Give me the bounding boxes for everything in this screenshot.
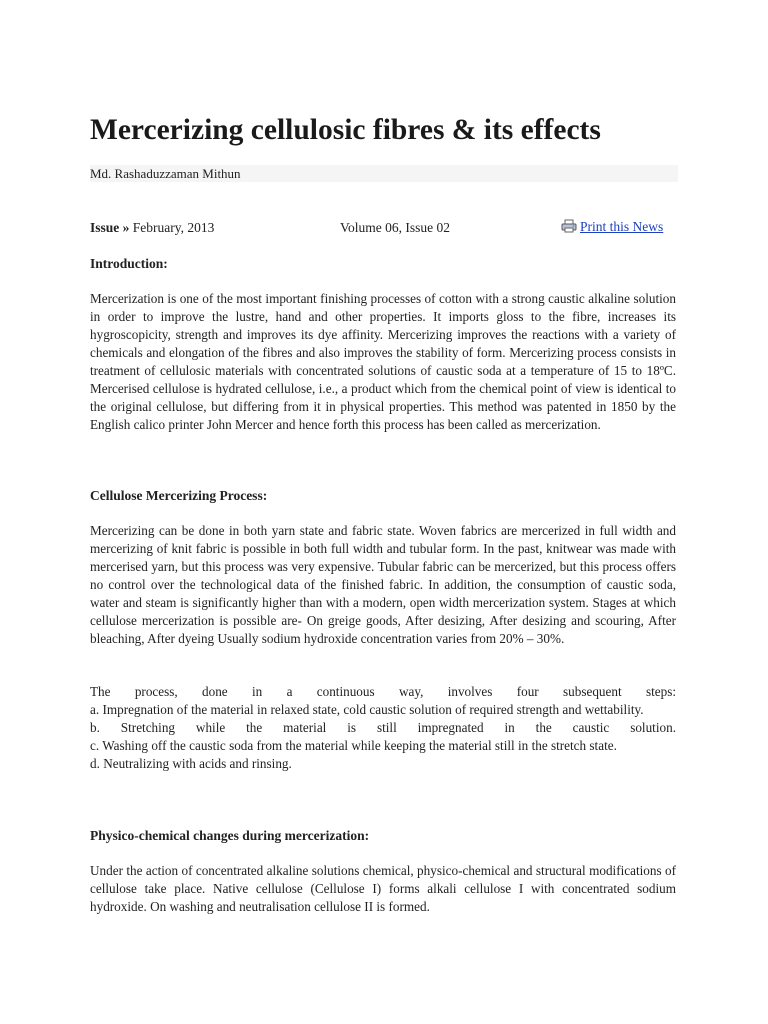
step-c: c. Washing off the caustic soda from the material while keeping the material still in the stretch state. [90,738,617,753]
issue-date: February, 2013 [129,220,215,235]
printer-icon [561,219,577,233]
volume-info: Volume 06, Issue 02 [340,220,450,235]
introduction-heading: Introduction: [90,256,168,271]
step-d: d. Neutralizing with acids and rinsing. [90,756,292,771]
print-news-label[interactable]: Print this News [580,219,664,234]
steps-intro: The process, done in a continuous way, involves four subsequent steps: [90,684,676,699]
issue-info [90,219,214,236]
process-paragraph: Mercerizing can be done in both yarn state and fabric state. Woven fabrics are mercerized in full width and mercerizing of knit fabric is possible in both full width and tubular form. In the past, knitwear was made with mercerised yarn, but this process was very expensive. Tubular fabric can be mercerized, but this process offers no control over the technological data of the finished fabric. In addition, the consumption of caustic soda, water and steam is significantly higher than with a modern, open width mercerization system. Stages at which cellulose mercerization is possible are- On greige goods, After desizing, After desizing and scouring, After bleaching, After dyeing Usually sodium hydroxide concentration varies from 20% – 30%. [90,523,676,646]
step-a: a. Impregnation of the material in relaxed state, cold caustic solution of required strength and wettability. [90,702,644,717]
changes-paragraph: Under the action of concentrated alkaline solutions chemical, physico-chemical and structural modifications of cellulose take place. Native cellulose (Cellulose I) forms alkali cellulose I with concentrated sodium hydroxide. On washing and neutralisation cellulose II is formed. [90,863,676,914]
issue-label: Issue » [90,220,130,235]
process-heading: Cellulose Mercerizing Process: [90,488,268,503]
print-news-link[interactable] [561,218,663,236]
article-title: Mercerizing cellulosic fibres & its effects [90,114,601,146]
author-name: Md. Rashaduzzaman Mithun [90,165,678,182]
changes-heading: Physico-chemical changes during mercerization: [90,828,370,843]
introduction-paragraph: Mercerization is one of the most important finishing processes of cotton with a strong caustic alkaline solution in order to improve the lustre, hand and other properties. It imports gloss to the fibre, increases its hygroscopicity, strength and improves its dye affinity. Mercerizing improves the reactions with a variety of chemicals and elongation of the fibres and also improves the stability of form. Mercerizing process consists in treatment of cellulosic materials with concentrated solutions of caustic soda at a temperature of 15 to 18ºC. Mercerised cellulose is hydrated cellulose, i.e., a product which from the chemical point of view is identical to the original cellulose, but differing from it in physical properties. This method was patented in 1850 by the English calico printer John Mercer and hence forth this process has been called as mercerization. [90,291,676,432]
process-steps [90,683,676,773]
step-b: b. Stretching while the material is still impregnated in the caustic solution. [90,720,676,735]
